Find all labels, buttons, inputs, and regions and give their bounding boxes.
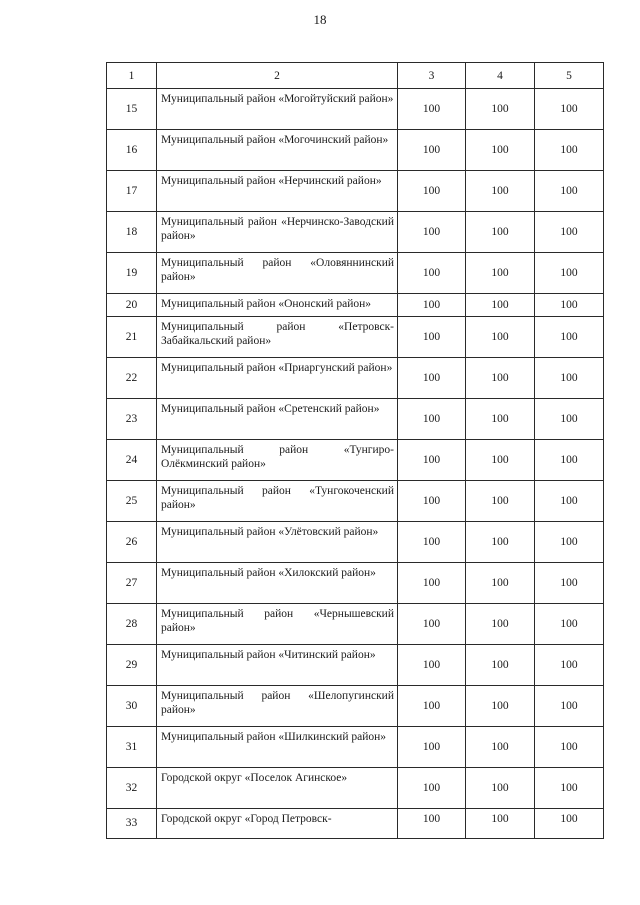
value-cell-col-5: 100 (535, 768, 604, 809)
value-cell-col-5: 100 (535, 440, 604, 481)
value-cell-col-3: 100 (398, 604, 466, 645)
header-col-5: 5 (535, 63, 604, 89)
municipality-name-cell: Муниципальный район «Шелопугинский район» (157, 686, 398, 727)
municipality-name-cell: Муниципальный район «Нерчинский район» (157, 171, 398, 212)
row-number-cell: 19 (107, 253, 157, 294)
row-number-cell: 29 (107, 645, 157, 686)
value-cell-col-4: 100 (466, 253, 535, 294)
table-row (107, 645, 604, 686)
value-cell-col-5: 100 (535, 399, 604, 440)
table-row (107, 727, 604, 768)
value-cell-col-5: 100 (535, 604, 604, 645)
municipality-name-cell: Городской округ «Поселок Агинское» (157, 768, 398, 809)
value-cell-col-3: 100 (398, 809, 466, 839)
value-cell-col-5: 100 (535, 809, 604, 839)
table-body (107, 89, 604, 839)
value-cell-col-4: 100 (466, 563, 535, 604)
value-cell-col-5: 100 (535, 171, 604, 212)
table-row (107, 294, 604, 317)
municipality-name-cell: Городской округ «Город Петровск- (157, 809, 398, 839)
value-cell-col-4: 100 (466, 727, 535, 768)
value-cell-col-5: 100 (535, 481, 604, 522)
row-number-cell: 33 (107, 809, 157, 839)
row-number-cell: 30 (107, 686, 157, 727)
value-cell-col-5: 100 (535, 358, 604, 399)
header-col-4: 4 (466, 63, 535, 89)
value-cell-col-4: 100 (466, 358, 535, 399)
value-cell-col-5: 100 (535, 645, 604, 686)
municipality-name-cell: Муниципальный район «Тунгокоченский район» (157, 481, 398, 522)
table-row (107, 399, 604, 440)
value-cell-col-4: 100 (466, 294, 535, 317)
row-number-cell: 24 (107, 440, 157, 481)
municipality-name-cell: Муниципальный район «Ононский район» (157, 294, 398, 317)
table-row (107, 317, 604, 358)
municipality-name-cell: Муниципальный район «Улётовский район» (157, 522, 398, 563)
municipality-name-cell: Муниципальный район «Могочинский район» (157, 130, 398, 171)
value-cell-col-3: 100 (398, 212, 466, 253)
table-row (107, 130, 604, 171)
municipality-name-cell: Муниципальный район «Нерчинско-Заводский район» (157, 212, 398, 253)
table-row (107, 253, 604, 294)
value-cell-col-3: 100 (398, 317, 466, 358)
value-cell-col-4: 100 (466, 89, 535, 130)
value-cell-col-4: 100 (466, 212, 535, 253)
table-row (107, 171, 604, 212)
value-cell-col-3: 100 (398, 686, 466, 727)
row-number-cell: 23 (107, 399, 157, 440)
row-number-cell: 17 (107, 171, 157, 212)
value-cell-col-5: 100 (535, 727, 604, 768)
value-cell-col-3: 100 (398, 130, 466, 171)
value-cell-col-4: 100 (466, 130, 535, 171)
table-row (107, 358, 604, 399)
municipality-name-cell: Муниципальный район «Чернышевский район» (157, 604, 398, 645)
value-cell-col-5: 100 (535, 563, 604, 604)
municipality-name-cell: Муниципальный район «Тунгиро-Олёкминский район» (157, 440, 398, 481)
value-cell-col-4: 100 (466, 522, 535, 563)
value-cell-col-5: 100 (535, 317, 604, 358)
municipality-name-cell: Муниципальный район «Приаргунский район» (157, 358, 398, 399)
value-cell-col-5: 100 (535, 253, 604, 294)
row-number-cell: 16 (107, 130, 157, 171)
table-row (107, 89, 604, 130)
value-cell-col-3: 100 (398, 440, 466, 481)
row-number-cell: 31 (107, 727, 157, 768)
value-cell-col-5: 100 (535, 294, 604, 317)
table-row (107, 481, 604, 522)
value-cell-col-3: 100 (398, 727, 466, 768)
municipality-name-cell: Муниципальный район «Читинский район» (157, 645, 398, 686)
value-cell-col-5: 100 (535, 89, 604, 130)
row-number-cell: 26 (107, 522, 157, 563)
value-cell-col-4: 100 (466, 481, 535, 522)
row-number-cell: 22 (107, 358, 157, 399)
value-cell-col-3: 100 (398, 768, 466, 809)
value-cell-col-4: 100 (466, 440, 535, 481)
value-cell-col-5: 100 (535, 130, 604, 171)
table-row (107, 212, 604, 253)
value-cell-col-3: 100 (398, 253, 466, 294)
municipality-name-cell: Муниципальный район «Могойтуйский район» (157, 89, 398, 130)
value-cell-col-5: 100 (535, 212, 604, 253)
value-cell-col-4: 100 (466, 171, 535, 212)
value-cell-col-3: 100 (398, 645, 466, 686)
row-number-cell: 27 (107, 563, 157, 604)
districts-table (106, 62, 604, 839)
value-cell-col-5: 100 (535, 522, 604, 563)
table-row (107, 563, 604, 604)
header-col-2: 2 (157, 63, 398, 89)
table-header-row (107, 63, 604, 89)
value-cell-col-4: 100 (466, 604, 535, 645)
value-cell-col-3: 100 (398, 358, 466, 399)
value-cell-col-3: 100 (398, 171, 466, 212)
value-cell-col-4: 100 (466, 399, 535, 440)
value-cell-col-3: 100 (398, 481, 466, 522)
municipality-name-cell: Муниципальный район «Сретенский район» (157, 399, 398, 440)
value-cell-col-5: 100 (535, 686, 604, 727)
value-cell-col-4: 100 (466, 768, 535, 809)
value-cell-col-4: 100 (466, 645, 535, 686)
header-col-3: 3 (398, 63, 466, 89)
value-cell-col-3: 100 (398, 399, 466, 440)
table-row (107, 809, 604, 839)
table-row (107, 604, 604, 645)
value-cell-col-4: 100 (466, 809, 535, 839)
row-number-cell: 28 (107, 604, 157, 645)
municipality-name-cell: Муниципальный район «Хилокский район» (157, 563, 398, 604)
value-cell-col-3: 100 (398, 522, 466, 563)
row-number-cell: 21 (107, 317, 157, 358)
page-number: 18 (313, 12, 327, 27)
table-row (107, 440, 604, 481)
value-cell-col-3: 100 (398, 563, 466, 604)
header-col-1: 1 (107, 63, 157, 89)
row-number-cell: 15 (107, 89, 157, 130)
value-cell-col-3: 100 (398, 294, 466, 317)
value-cell-col-4: 100 (466, 686, 535, 727)
table-row (107, 768, 604, 809)
row-number-cell: 18 (107, 212, 157, 253)
row-number-cell: 20 (107, 294, 157, 317)
value-cell-col-4: 100 (466, 317, 535, 358)
municipality-name-cell: Муниципальный район «Оловяннинский район» (157, 253, 398, 294)
row-number-cell: 32 (107, 768, 157, 809)
municipality-name-cell: Муниципальный район «Петровск-Забайкальский район» (157, 317, 398, 358)
municipality-name-cell: Муниципальный район «Шилкинский район» (157, 727, 398, 768)
table-row (107, 686, 604, 727)
value-cell-col-3: 100 (398, 89, 466, 130)
row-number-cell: 25 (107, 481, 157, 522)
table-row (107, 522, 604, 563)
